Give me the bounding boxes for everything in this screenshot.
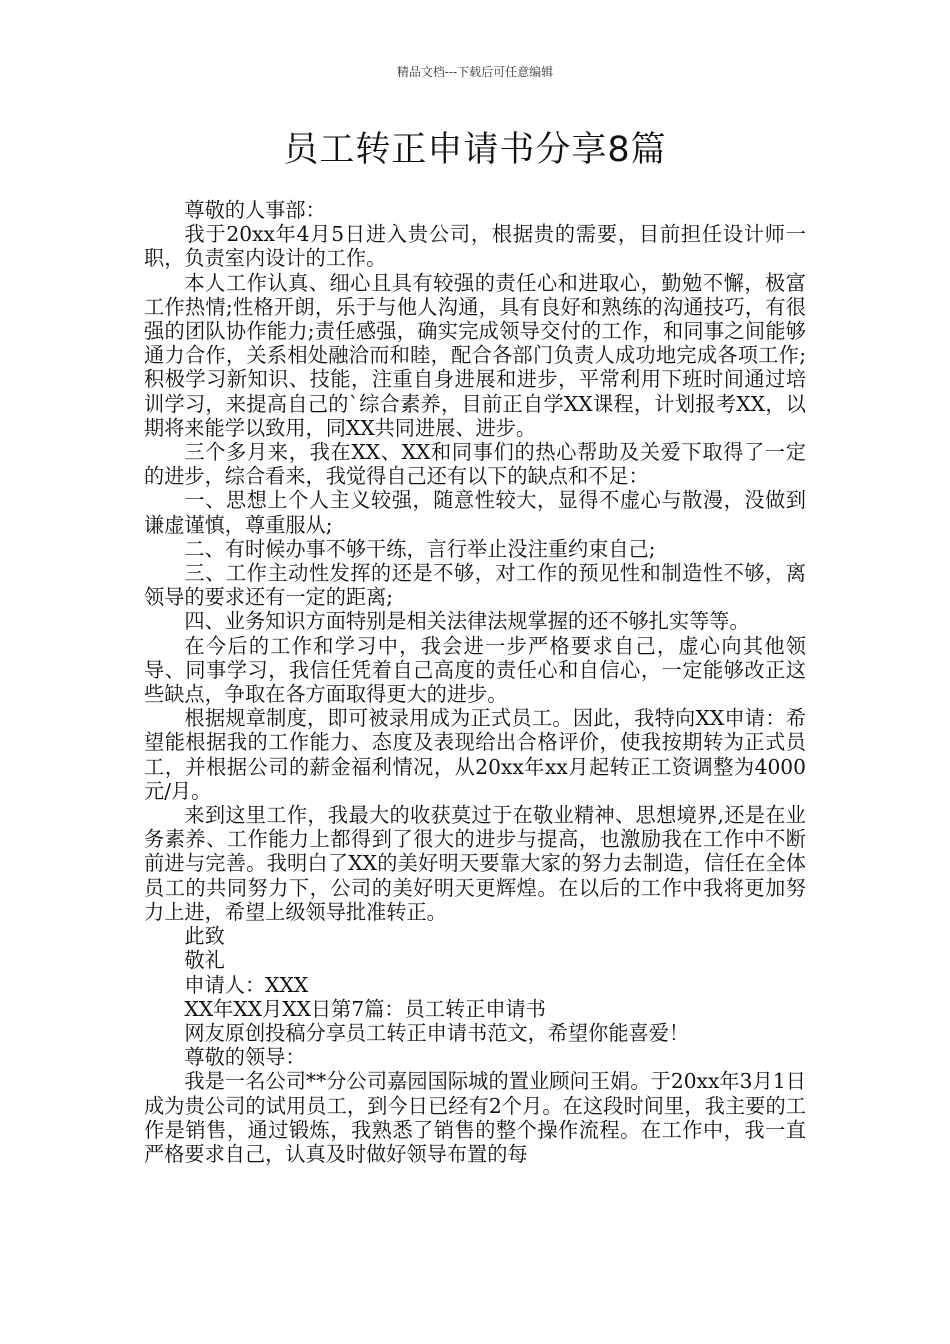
shortcoming-item-1: 一、思想上个人主义较强，随意性较大，显得不虚心与散漫，没做到谦虚谨慎，尊重服从; xyxy=(144,488,806,537)
document-title: 员工转正申请书分享8篇 xyxy=(283,130,667,170)
shortcoming-item-4: 四、业务知识方面特别是相关法律法规掌握的还不够扎实等等。 xyxy=(184,609,750,634)
paragraph-future-plan: 在今后的工作和学习中，我会进一步严格要求自己，虚心向其他领导、同事学习，我信任凭着自己高度的责任心和自信心，一定能够改正这些缺点，争取在各方面取得更大的进步。 xyxy=(144,633,806,707)
shortcoming-item-2: 二、有时候办事不够干练，言行举止没注重约束自己; xyxy=(184,536,656,561)
closing-jingli: 敬礼 xyxy=(184,948,225,973)
page-header-note: 精品文档---下载后可任意编辑 xyxy=(396,65,554,79)
shortcoming-item-3: 三、工作主动性发挥的还是不够，对工作的预见性和制造性不够，离领导的要求还有一定的距离; xyxy=(144,561,806,610)
paragraph-gains: 来到这里工作，我最大的收获莫过于在敬业精神、思想境界,还是在业务素养、工作能力上都得到了很大的进步与提高，也激励我在工作中不断前进与完善。我明白了XX的美好明天要靠大家的努力去制造，信任在全体员工的共同努力下，公司的美好明天更辉煌。在以后的工作中我将更加努力上进，希望上级领导批准转正。 xyxy=(144,803,806,924)
date-and-next-title: XX年XX月XX日第7篇：员工转正申请书 xyxy=(184,996,546,1021)
document-body xyxy=(144,198,806,1166)
salutation-2: 尊敬的领导： xyxy=(184,1045,306,1070)
paragraph-intro-note: 网友原创投稿分享员工转正申请书范文，希望你能喜爱！ xyxy=(184,1020,690,1045)
applicant-signature: 申请人：XXX xyxy=(184,972,309,997)
salutation: 尊敬的人事部： xyxy=(184,198,326,222)
paragraph-application: 根据规章制度，即可被录用成为正式员工。因此，我特向XX申请：希望能根据我的工作能力、态度及表现给出合格评价，使我按期转为正式员工，并根据公司的薪金福利情况，从20xx年xx月起转正工资调整为4000元/月。 xyxy=(144,706,806,803)
paragraph-entry-date: 我于20xx年4月5日进入贵公司，根据贵的需要，目前担任设计师一职，负责室内设计的工作。 xyxy=(144,222,806,271)
closing-cizhi: 此致 xyxy=(184,924,225,949)
paragraph-progress: 三个多月来，我在XX、XX和同事们的热心帮助及关爱下取得了一定的进步，综合看来，我觉得自己还有以下的缺点和不足： xyxy=(144,440,806,489)
paragraph-second-letter: 我是一名公司**分公司嘉园国际城的置业顾问王娟。于20xx年3月1日成为贵公司的试用员工，到今日已经有2个月。在这段时间里，我主要的工作是销售，通过锻炼，我熟悉了销售的整个操作流程。在工作中，我一直严格要求自己，认真及时做好领导布置的每 xyxy=(144,1069,806,1166)
paragraph-self-assessment: 本人工作认真、细心且具有较强的责任心和进取心，勤勉不懈，极富工作热情;性格开朗，乐于与他人沟通，具有良好和熟练的沟通技巧，有很强的团队协作能力;责任感强，确实完成领导交付的工作，和同事之间能够通力合作，关系相处融洽而和睦，配合各部门负责人成功地完成各项工作;积极学习新知识、技能，注重自身进展和进步，平常利用下班时间通过培训学习，来提高自己的`综合素养，目前正自学XX课程，计划报考XX，以期将来能学以致用，同XX共同进展、进步。 xyxy=(144,270,806,440)
